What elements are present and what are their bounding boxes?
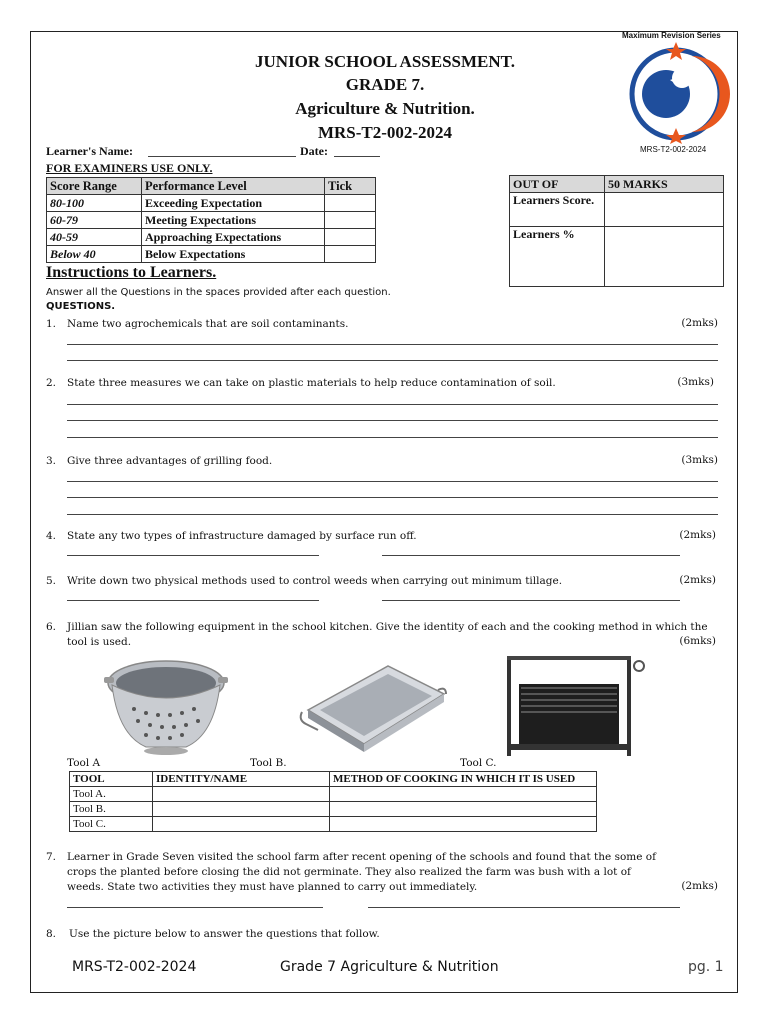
question-text: Jillian saw the following equipment in the school kitchen. Give the identity of each and the cooking method in which the tool is used. [67,621,708,648]
answer-line[interactable] [67,360,718,361]
question-marks: (3mks) [681,454,718,466]
answer-line[interactable] [382,600,680,601]
tool-c-caption: Tool C. [460,757,497,769]
score-range-table [46,177,376,263]
tool-row-label: Tool A. [70,787,153,802]
question-text: State three measures we can take on plastic materials to help reduce contamination of soil. [67,377,556,389]
examiners-label: FOR EXAMINERS USE ONLY. [46,161,213,175]
question-text: Use the picture below to answer the questions that follow. [69,928,380,940]
table-row [70,817,597,832]
learners-percent-cell[interactable] [605,227,724,287]
cooking-method-cell[interactable] [330,802,597,817]
table-row [70,802,597,817]
school-logo [622,40,730,144]
tool-row-label: Tool C. [70,817,153,832]
answer-line[interactable] [67,437,718,438]
tick-cell[interactable] [325,212,376,229]
question-text: Name two agrochemicals that are soil contaminants. [67,318,349,330]
date-line[interactable] [334,156,380,157]
tick-cell[interactable] [325,195,376,212]
table-row [47,229,376,246]
performance-level-cell: Meeting Expectations [142,212,325,229]
answer-line[interactable] [67,600,319,601]
col-tick: Tick [325,178,376,195]
learners-score-label: Learners Score. [510,193,605,227]
question-marks: (2mks) [679,574,716,586]
exam-title: JUNIOR SCHOOL ASSESSMENT. [255,52,515,71]
grade-title: GRADE 7. [345,75,425,94]
answer-line[interactable] [67,420,718,421]
question-marks: (6mks) [679,635,716,647]
col-cooking-method: METHOD OF COOKING IN WHICH IT IS USED [330,772,597,787]
logo-code-text: MRS-T2-002-2024 [640,145,707,154]
col-identity: IDENTITY/NAME [153,772,330,787]
question-marks: (2mks) [681,880,718,892]
question-text: Write down two physical methods used to control weeds when carrying out minimum tillage. [67,575,563,587]
learner-name-line[interactable] [148,156,296,157]
score-range-cell: 40-59 [47,229,142,246]
identity-cell[interactable] [153,802,330,817]
page-number: pg. 1 [688,959,724,975]
col-performance-level: Performance Level [142,178,325,195]
question-marks: (3mks) [677,376,714,388]
score-range-cell: 60-79 [47,212,142,229]
answer-line[interactable] [368,907,680,908]
question-text: State any two types of infrastructure damaged by surface run off. [67,530,417,542]
total-marks: 50 MARKS [605,176,724,193]
subject-title: Agriculture & Nutrition. [295,99,475,118]
grill-image [503,650,649,760]
question-number: 7. [46,851,57,863]
col-score-range: Score Range [47,178,142,195]
colander-image [104,653,228,757]
performance-level-cell: Exceeding Expectation [142,195,325,212]
question-number: 1. [46,318,57,330]
answer-line[interactable] [67,555,319,556]
question-number: 6. [46,621,57,633]
tool-row-label: Tool B. [70,802,153,817]
roasting-tray-image [298,660,448,754]
questions-label: QUESTIONS. [46,301,116,312]
score-range-cell: 80-100 [47,195,142,212]
answer-line[interactable] [67,497,718,498]
paper-code-title: MRS-T2-002-2024 [317,123,453,142]
cooking-method-cell[interactable] [330,817,597,832]
answer-line[interactable] [382,555,680,556]
table-row [70,787,597,802]
tick-cell[interactable] [325,229,376,246]
footer-code: MRS-T2-002-2024 [72,959,197,975]
out-of-label: OUT OF [510,176,605,193]
table-row [47,212,376,229]
score-range-cell: Below 40 [47,246,142,263]
question-marks: (2mks) [681,317,718,329]
tool-b-caption: Tool B. [250,757,287,769]
col-tool: TOOL [70,772,153,787]
date-label: Date: [300,144,328,158]
identity-cell[interactable] [153,817,330,832]
answer-line[interactable] [67,907,323,908]
question-text: Learner in Grade Seven visited the school farm after recent opening of the schools and found that the some of crops the planted before closing the did not germinate. They also realized the farm was bush with a lot of weeds. State two activities they must have planned to carry out immediately. [67,851,656,893]
answer-line[interactable] [67,514,718,515]
footer-subject: Grade 7 Agriculture & Nutrition [280,959,499,975]
question-number: 4. [46,530,57,542]
question-number: 3. [46,455,57,467]
instructions-heading: Instructions to Learners. [46,264,217,281]
cooking-method-cell[interactable] [330,787,597,802]
tools-table [69,771,597,832]
identity-cell[interactable] [153,787,330,802]
tick-cell[interactable] [325,246,376,263]
learner-name-label: Learner's Name: [46,144,133,158]
instructions-text: Answer all the Questions in the spaces provided after each question. [46,287,391,298]
answer-line[interactable] [67,344,718,345]
answer-line[interactable] [67,481,718,482]
performance-level-cell: Approaching Expectations [142,229,325,246]
question-text: Give three advantages of grilling food. [67,455,273,467]
performance-level-cell: Below Expectations [142,246,325,263]
answer-line[interactable] [67,404,718,405]
tool-a-caption: Tool A [67,757,101,769]
question-number: 5. [46,575,57,587]
learners-percent-label: Learners % [510,227,605,287]
learners-score-cell[interactable] [605,193,724,227]
question-number: 2. [46,377,57,389]
table-row [47,195,376,212]
logo-series-text: Maximum Revision Series [622,31,721,40]
table-row [47,246,376,263]
question-number: 8. [46,928,57,940]
marks-table [509,175,724,287]
question-marks: (2mks) [679,529,716,541]
